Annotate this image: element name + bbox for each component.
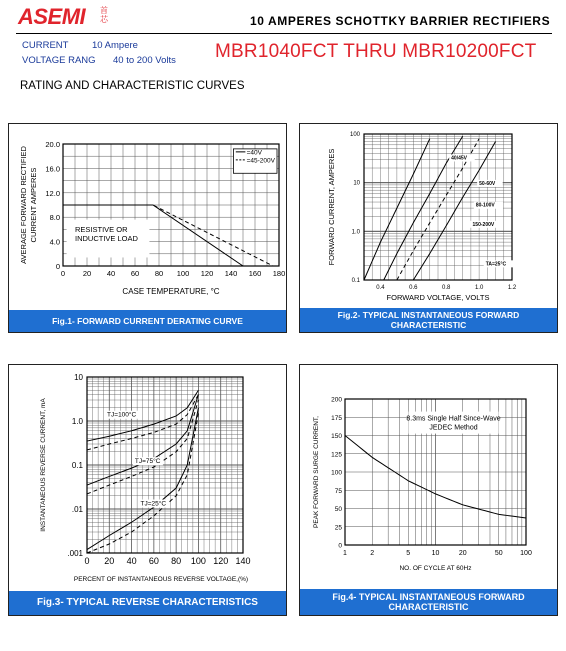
fig4-x-axis-label: NO. OF CYCLE AT 60Hz — [399, 565, 472, 572]
fig2-y-tick-label: 1.0 — [351, 229, 360, 236]
document-title: 10 AMPERES SCHOTTKY BARRIER RECTIFIERS — [250, 14, 551, 28]
fig1-legend-label: =45-200V — [246, 157, 275, 165]
fig2-y-tick-label: 10 — [353, 180, 360, 187]
fig2-x-tick-label: 0.4 — [376, 285, 385, 291]
fig1-caption: Fig.1- FORWARD CURRENT DERATING CURVE — [9, 310, 286, 332]
spec-current-value: 10 Ampere — [92, 40, 138, 51]
fig2-chart — [300, 124, 557, 308]
fig1-y-axis-label: AVERAGE FORWARD RECTIFIED — [19, 146, 28, 264]
spec-voltage-value: 40 to 200 Volts — [113, 55, 176, 66]
fig4-x-tick-label: 5 — [406, 550, 411, 557]
fig4-annotation: JEDEC Method — [429, 424, 478, 432]
fig1-legend-label: =40V — [246, 149, 262, 157]
fig1-x-tick-label: 60 — [130, 269, 140, 278]
fig3-y-tick-label: 0.1 — [71, 461, 83, 470]
fig3-x-tick-label: 140 — [235, 556, 251, 566]
fig1-panel — [8, 123, 287, 333]
fig3-x-tick-label: 0 — [84, 556, 90, 566]
fig1-x-tick-label: 140 — [224, 269, 238, 278]
fig3-chart — [9, 365, 286, 591]
fig4-y-tick-label: 50 — [334, 506, 342, 513]
fig1-x-tick-label: 100 — [176, 269, 190, 278]
fig1-y-tick-label: 4.0 — [49, 237, 60, 247]
fig1-y-axis-label: CURRENT AMPERES — [29, 167, 38, 243]
fig3-caption: Fig.3- TYPICAL REVERSE CHARACTERISTICS — [9, 591, 286, 615]
fig4-panel — [299, 364, 558, 616]
fig1-y-tick-label: 8.0 — [49, 213, 60, 223]
fig4-y-tick-label: 175 — [331, 414, 342, 422]
fig4-y-tick-label: 100 — [331, 469, 342, 477]
fig3-x-axis-label: PERCENT OF INSTANTANEOUS REVERSE VOLTAGE,(%) — [73, 576, 249, 583]
fig1-chart — [9, 124, 286, 310]
fig4-y-tick-label: 125 — [331, 451, 342, 459]
fig2-y-axis-label: FORWARD CURRENT, AMPERES — [327, 148, 336, 266]
fig4-y-tick-label: 25 — [334, 524, 342, 532]
fig2-curve-label: 80-100V — [475, 202, 495, 209]
fig1-x-tick-label: 20 — [82, 269, 92, 278]
fig1-y-tick-label: 16.0 — [45, 164, 60, 174]
fig4-chart — [300, 365, 557, 589]
fig4-y-tick-label: 75 — [334, 487, 342, 495]
spec-current-label: CURRENT — [22, 40, 69, 51]
fig4-x-tick-label: 2 — [370, 550, 375, 557]
fig3-y-tick-label: .01 — [71, 505, 83, 514]
fig4-annotation: 8.3ms Single Half Since-Wave — [406, 415, 501, 423]
fig2-panel — [299, 123, 558, 333]
fig2-x-tick-label: 0.8 — [442, 285, 451, 291]
fig4-y-tick-label: 200 — [331, 396, 342, 404]
fig1-x-tick-label: 120 — [200, 269, 214, 278]
spec-voltage-label: VOLTAGE RANG — [22, 55, 96, 66]
fig1-y-tick-label: 0 — [55, 262, 60, 271]
fig3-x-tick-label: 120 — [213, 556, 229, 566]
fig3-x-tick-label: 80 — [171, 556, 182, 566]
fig4-x-tick-label: 10 — [431, 550, 440, 557]
fig3-y-tick-label: .001 — [67, 549, 83, 558]
fig1-x-tick-label: 180 — [272, 269, 286, 278]
brand-logo-chinese: 首芯 — [100, 6, 108, 24]
fig1-x-tick-label: 0 — [60, 269, 66, 278]
fig2-caption: Fig.2- TYPICAL INSTANTANEOUS FORWARD CHARACTERISTIC — [300, 308, 557, 332]
fig4-x-tick-label: 1 — [343, 550, 347, 557]
fig3-curve-label: TJ=100°C — [107, 411, 137, 419]
fig2-x-tick-label: 0.6 — [409, 285, 418, 291]
fig2-y-tick-label: 100 — [349, 132, 360, 138]
fig3-x-tick-label: 40 — [126, 556, 137, 566]
fig3-y-tick-label: 1.0 — [71, 417, 83, 426]
part-number-range: MBR1040FCT THRU MBR10200FCT — [215, 41, 537, 62]
fig1-y-tick-label: 12.0 — [45, 188, 60, 198]
title-divider — [16, 33, 552, 34]
fig3-curve-label: TJ=25°C — [140, 500, 167, 508]
fig1-x-tick-label: 160 — [248, 269, 262, 278]
fig2-x-axis-label: FORWARD VOLTAGE, VOLTS — [386, 293, 490, 302]
fig1-y-tick-label: 20.0 — [45, 140, 60, 149]
fig4-x-tick-label: 50 — [494, 550, 503, 557]
fig1-annotation: RESISTIVE OR — [75, 224, 128, 234]
fig1-x-tick-label: 80 — [154, 269, 164, 278]
section-heading: RATING AND CHARACTERISTIC CURVES — [20, 80, 245, 92]
fig2-curve-label: 50-60V — [479, 180, 496, 187]
fig4-caption: Fig.4- TYPICAL INSTANTANEOUS FORWARD CHARACTERISTIC — [300, 589, 557, 615]
fig4-x-tick-label: 20 — [458, 550, 467, 557]
fig3-y-tick-label: 10 — [74, 373, 83, 382]
fig4-x-tick-label: 100 — [520, 550, 532, 557]
fig2-note: TA=25°C — [485, 261, 507, 268]
fig4-y-tick-label: 150 — [331, 433, 342, 440]
fig2-y-tick-label: 0.1 — [351, 278, 360, 284]
fig2-x-tick-label: 1.0 — [474, 285, 484, 291]
fig2-x-tick-label: 1.2 — [507, 285, 517, 291]
fig2-curve-label: 40/45V — [451, 155, 468, 162]
fig1-annotation: INDUCTIVE LOAD — [75, 233, 138, 243]
fig3-x-tick-label: 100 — [190, 556, 206, 566]
fig1-x-axis-label: CASE TEMPERATURE, °C — [122, 287, 220, 296]
fig3-x-tick-label: 20 — [104, 556, 115, 566]
fig1-x-tick-label: 40 — [106, 269, 116, 278]
fig2-curve-label: 150-200V — [472, 221, 495, 228]
fig3-panel — [8, 364, 287, 616]
brand-logo: ASEMI — [18, 4, 86, 29]
fig4-y-tick-label: 0 — [338, 542, 342, 550]
fig3-y-axis-label: INSTANTANEOUS REVERSE CURRENT, mA — [40, 398, 47, 532]
fig4-y-axis-label: PEAK FORWARD SURGE CURRENT, — [313, 416, 320, 528]
fig3-x-tick-label: 60 — [148, 556, 159, 566]
fig3-curve-label: TJ=75°C — [134, 458, 161, 466]
